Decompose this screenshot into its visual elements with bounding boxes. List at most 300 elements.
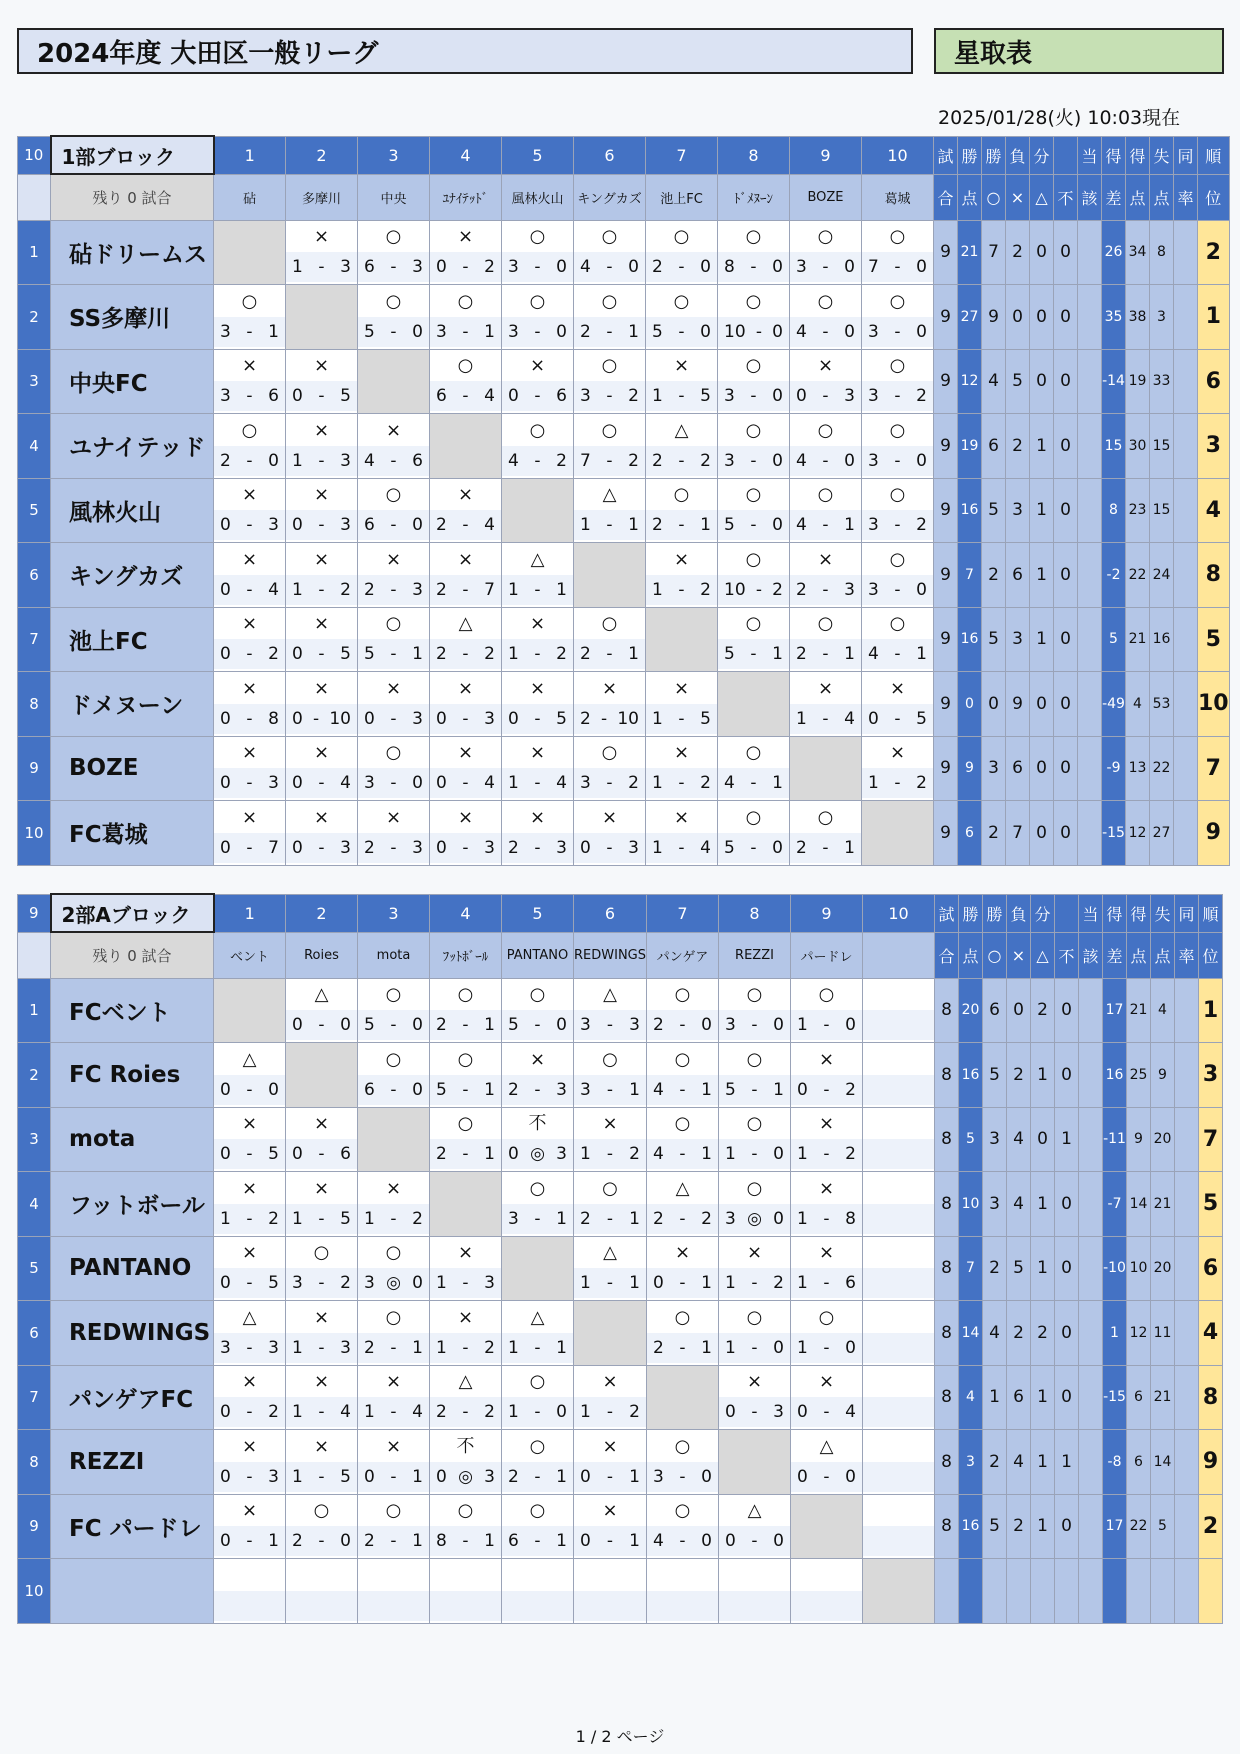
match-result-cell (718, 414, 790, 479)
score-for: 1 (580, 1402, 591, 1423)
score-against: 1 (556, 579, 567, 600)
match-result-cell (214, 349, 286, 414)
score-for: 5 (364, 321, 375, 342)
stat-cell: 26 (1102, 220, 1126, 285)
result-symbol: 不 (528, 1113, 547, 1135)
result-symbol (863, 1496, 934, 1526)
score-sep: - (823, 1273, 830, 1294)
score (574, 1075, 646, 1105)
opponent-short-name: キングカズ (574, 174, 646, 220)
score-for: 3 (580, 773, 591, 794)
score-for: 2 (652, 257, 663, 278)
result-symbol: ○ (529, 290, 546, 312)
score-for: 1 (292, 1337, 303, 1358)
score (862, 381, 933, 411)
stat-cell (1031, 1559, 1055, 1624)
stat-cell: 16 (958, 607, 982, 672)
score-sep: - (751, 1402, 758, 1423)
result-symbol: △ (674, 419, 689, 441)
result-symbol: △ (458, 1371, 473, 1393)
score-sep: - (823, 1466, 830, 1487)
score (286, 252, 357, 282)
stat-cell: 5 (1151, 1494, 1175, 1559)
score (862, 575, 933, 605)
result-symbol: ○ (745, 806, 762, 828)
score (430, 1139, 501, 1169)
stat-cell (1079, 1430, 1103, 1495)
result-symbol: ○ (746, 984, 763, 1006)
result-symbol: × (602, 1113, 618, 1135)
result-symbol: ○ (457, 984, 474, 1006)
score-against: 1 (412, 1531, 423, 1552)
score-against: 4 (845, 1402, 856, 1423)
result-symbol: × (241, 1371, 258, 1393)
stat-header: 失 (1150, 136, 1174, 174)
score (286, 833, 357, 863)
score-for: 3 (580, 1079, 591, 1100)
opponent-short-name: REDWINGS (574, 932, 647, 978)
match-result-cell (430, 1430, 502, 1495)
match-result-cell (790, 801, 862, 866)
score (430, 1462, 501, 1492)
score-for: 1 (580, 1144, 591, 1165)
score (430, 768, 501, 798)
score-sep: - (822, 708, 829, 729)
score-against: 0 (701, 1531, 712, 1552)
stat-cell: 0 (1055, 1494, 1079, 1559)
score-for: 2 (220, 450, 231, 471)
result-symbol: ○ (385, 742, 402, 764)
opponent-short-name: 風林火山 (502, 174, 574, 220)
result-symbol: ○ (889, 226, 906, 248)
match-result-cell (862, 672, 934, 737)
result-symbol: × (385, 806, 402, 828)
stat-cell: 21 (1151, 1172, 1175, 1237)
score-against: 3 (268, 515, 279, 536)
stat-cell (1127, 1559, 1151, 1624)
result-symbol: △ (675, 1177, 690, 1199)
score-against: 3 (412, 708, 423, 729)
score-for: 3 (868, 515, 879, 536)
column-number: 9 (790, 136, 862, 174)
stat-cell: 4 (1199, 1301, 1223, 1366)
score (718, 381, 789, 411)
score-sep: - (318, 386, 325, 407)
stat-cell: -15 (1102, 801, 1126, 866)
score-for: 1 (436, 1273, 447, 1294)
score-sep: - (606, 1531, 614, 1552)
stat-cell: 9 (934, 801, 958, 866)
score-sep: - (390, 321, 397, 342)
result-symbol: ○ (889, 548, 906, 570)
result-symbol: × (241, 677, 258, 699)
score-for: 3 (364, 1273, 375, 1294)
score (358, 1204, 429, 1234)
self-match-cell (286, 1043, 358, 1108)
score-for: 0 (653, 1273, 664, 1294)
match-result-cell (574, 1430, 647, 1495)
self-match-cell (862, 801, 934, 866)
stat-cell: 3 (983, 1172, 1007, 1237)
score (790, 381, 861, 411)
score-sep: - (534, 1466, 541, 1487)
score (214, 1204, 285, 1234)
score (646, 446, 717, 476)
score-for: 3 (220, 386, 231, 407)
result-symbol: ○ (385, 484, 402, 506)
opponent-short-name: ベント (214, 932, 286, 978)
score (214, 446, 285, 476)
score (214, 1333, 285, 1363)
score (502, 1075, 573, 1105)
team-name: FC葛城 (51, 801, 214, 866)
score-for: 1 (292, 579, 303, 600)
stat-cell: 1 (1031, 1236, 1055, 1301)
score-for: 2 (364, 579, 375, 600)
score-for: 2 (580, 321, 591, 342)
match-result-cell (502, 414, 574, 479)
score-for: 3 (868, 579, 879, 600)
stat-cell: 0 (1054, 543, 1078, 608)
score-for: 1 (725, 1144, 736, 1165)
score-for: 1 (436, 1337, 447, 1358)
score-for: 3 (292, 1273, 303, 1294)
score-against: 6 (845, 1273, 856, 1294)
stat-cell: 7 (1199, 1107, 1223, 1172)
score-against: 5 (268, 1144, 279, 1165)
result-symbol: × (817, 677, 834, 699)
team-name: BOZE (51, 736, 214, 801)
stat-header: 差 (1103, 932, 1127, 978)
match-result-cell (430, 478, 502, 543)
stat-cell: 6 (1006, 736, 1030, 801)
stat-cell: 0 (1054, 672, 1078, 737)
score-sep: - (246, 321, 253, 342)
result-symbol: ○ (674, 1113, 691, 1135)
result-symbol: × (529, 742, 546, 764)
match-result-cell (719, 1236, 791, 1301)
score (214, 317, 285, 347)
score (719, 1333, 790, 1363)
result-symbol: ○ (601, 355, 618, 377)
score-against: 2 (629, 1402, 640, 1423)
stat-cell (1174, 349, 1198, 414)
result-symbol: △ (603, 1242, 617, 1264)
score-for: 5 (364, 644, 375, 665)
stat-header: 同 (1175, 894, 1199, 932)
stat-cell: 9 (934, 736, 958, 801)
match-result-cell (647, 1107, 719, 1172)
score-against: 3 (484, 1466, 495, 1487)
result-symbol: × (313, 1435, 330, 1457)
stat-cell: 9 (934, 414, 958, 479)
match-result-cell (862, 349, 934, 414)
score (647, 1139, 718, 1169)
match-result-cell (574, 1494, 647, 1559)
stat-cell: 21 (1127, 978, 1151, 1043)
result-symbol: × (818, 1242, 835, 1264)
score-for: 4 (653, 1079, 664, 1100)
score (719, 1397, 790, 1427)
stat-header: 分 (1031, 894, 1055, 932)
match-result-cell (430, 736, 502, 801)
result-symbol: × (601, 677, 618, 699)
match-result-cell (574, 414, 646, 479)
score (502, 1139, 573, 1169)
match-result-cell (863, 1236, 935, 1301)
match-result-cell (430, 543, 502, 608)
stat-cell: 27 (958, 285, 982, 350)
stat-cell (1174, 478, 1198, 543)
score (862, 446, 933, 476)
match-result-cell (286, 349, 358, 414)
stat-cell: 9 (934, 543, 958, 608)
score-against: 1 (700, 515, 711, 536)
score (718, 833, 789, 863)
score (718, 575, 789, 605)
score-for: 0 (220, 644, 231, 665)
result-symbol: × (746, 1242, 763, 1264)
stat-cell: 9 (1006, 672, 1030, 737)
score (646, 704, 717, 734)
stat-header: ○ (982, 174, 1006, 220)
match-result-cell (214, 478, 286, 543)
team-name: REDWINGS (51, 1301, 214, 1366)
score-against: 0 (340, 1015, 351, 1036)
self-match-cell (502, 478, 574, 543)
score-sep: - (462, 1402, 469, 1423)
result-symbol: ○ (385, 984, 402, 1006)
stat-cell: 2 (1199, 1494, 1223, 1559)
score (718, 252, 789, 282)
row-number: 4 (18, 1172, 51, 1237)
result-symbol: △ (602, 484, 617, 506)
stat-cell: 1 (1030, 543, 1054, 608)
score-sep: - (606, 1015, 614, 1036)
match-result-cell (358, 978, 430, 1043)
score-against: 1 (484, 1079, 495, 1100)
score-against: 0 (701, 1015, 712, 1036)
self-match-cell (214, 220, 286, 285)
score-for: 2 (508, 1079, 519, 1100)
stat-cell (1079, 1107, 1103, 1172)
score-for: 1 (797, 1337, 808, 1358)
score-for: 0 (436, 773, 447, 794)
stat-cell (1078, 801, 1102, 866)
league-table-block-1 (17, 135, 1230, 866)
match-result-cell (430, 285, 502, 350)
stat-cell: -14 (1102, 349, 1126, 414)
stat-cell: 21 (958, 220, 982, 285)
score-for: 1 (292, 257, 303, 278)
score-sep: - (894, 450, 901, 471)
result-symbol: ○ (529, 419, 546, 441)
match-result-cell (286, 478, 358, 543)
match-result-cell (863, 1301, 935, 1366)
match-result-cell (791, 1430, 863, 1495)
score-against: 4 (412, 1402, 423, 1423)
score (719, 1010, 790, 1040)
score-against: 0 (412, 1079, 423, 1100)
stat-cell: 15 (1102, 414, 1126, 479)
score (863, 1204, 934, 1234)
score (286, 1010, 357, 1040)
match-result-cell (358, 736, 430, 801)
stat-cell (959, 1559, 983, 1624)
stat-cell: 3 (959, 1430, 983, 1495)
score-sep: - (318, 1337, 325, 1358)
score-against: 0 (772, 257, 783, 278)
match-result-cell (286, 1494, 358, 1559)
stat-cell: 16 (1150, 607, 1174, 672)
league-table-block-2 (17, 893, 1223, 1624)
team-name: FC パードレ (51, 1494, 214, 1559)
score-for: 3 (724, 386, 735, 407)
score (574, 704, 645, 734)
stat-cell (935, 1559, 959, 1624)
score-for: 0 (292, 1015, 303, 1036)
score (863, 1075, 934, 1105)
score (286, 1591, 357, 1621)
stat-cell: 38 (1126, 285, 1150, 350)
score-for: 2 (436, 579, 447, 600)
result-symbol: ○ (241, 290, 258, 312)
score (574, 252, 645, 282)
score (430, 1397, 501, 1427)
score-against: 1 (844, 515, 855, 536)
score-against: 1 (484, 1015, 495, 1036)
stat-cell: -2 (1102, 543, 1126, 608)
stat-cell: 10 (1198, 672, 1230, 737)
result-symbol: ○ (674, 1435, 691, 1457)
stat-cell: 6 (1199, 1236, 1223, 1301)
match-result-cell (647, 1559, 719, 1624)
match-result-cell (574, 1236, 647, 1301)
match-result-cell (574, 801, 646, 866)
match-result-cell (574, 607, 646, 672)
score-against: 0 (845, 1015, 856, 1036)
match-result-cell (358, 1430, 430, 1495)
stat-cell: 1 (1031, 1043, 1055, 1108)
result-symbol: ○ (529, 1177, 546, 1199)
score-for: 10 (724, 321, 746, 342)
result-symbol: × (457, 677, 474, 699)
score-against: 3 (268, 1337, 279, 1358)
score-sep: - (750, 450, 757, 471)
result-symbol: × (241, 613, 258, 635)
self-match-cell (574, 1301, 647, 1366)
match-result-cell (214, 607, 286, 672)
score (430, 252, 501, 282)
score-against: 0 (701, 1466, 712, 1487)
result-symbol: ○ (745, 548, 762, 570)
self-match-cell (430, 1172, 502, 1237)
score-sep: - (318, 1531, 325, 1552)
score-sep: - (462, 837, 469, 858)
stat-cell (1174, 736, 1198, 801)
result-symbol: × (673, 355, 690, 377)
match-result-cell (430, 1301, 502, 1366)
stat-cell (1079, 1559, 1103, 1624)
stat-cell: 1 (1055, 1107, 1079, 1172)
result-symbol: ○ (745, 613, 762, 635)
score (358, 1397, 429, 1427)
result-symbol: ○ (746, 1048, 763, 1070)
score (430, 639, 501, 669)
score-for: 0 (292, 515, 303, 536)
stat-cell: 14 (1127, 1172, 1151, 1237)
result-symbol (430, 1561, 501, 1591)
row-number: 3 (18, 1107, 51, 1172)
stat-cell: 20 (1151, 1107, 1175, 1172)
result-symbol: ○ (529, 226, 546, 248)
score (358, 252, 429, 282)
stat-cell (1175, 1301, 1199, 1366)
score (502, 704, 573, 734)
score-against: 0 (556, 257, 567, 278)
match-result-cell (502, 349, 574, 414)
stat-cell: 4 (1151, 978, 1175, 1043)
self-match-cell (646, 607, 718, 672)
score (574, 1591, 646, 1621)
score (430, 1010, 501, 1040)
match-result-cell (574, 978, 647, 1043)
result-symbol: ○ (601, 290, 618, 312)
score-against: 0 (916, 321, 927, 342)
score-sep: - (246, 515, 253, 536)
score-against: 0 (844, 450, 855, 471)
score-against: 1 (412, 1466, 423, 1487)
score-against: 1 (556, 1531, 567, 1552)
column-number: 2 (286, 136, 358, 174)
stat-cell: 6 (1007, 1365, 1031, 1430)
self-match-cell (430, 414, 502, 479)
score (430, 704, 501, 734)
stat-cell: 0 (1054, 607, 1078, 672)
stat-cell: 19 (1126, 349, 1150, 414)
score-against: 0 (773, 1144, 784, 1165)
match-result-cell (286, 607, 358, 672)
row-number: 4 (18, 414, 51, 479)
score-against: 0 (773, 1531, 784, 1552)
score-against: 0 (773, 1208, 784, 1229)
score-for: 3 (868, 321, 879, 342)
score-against: 0 (772, 386, 783, 407)
score-sep: - (318, 1015, 325, 1036)
result-symbol: ○ (673, 484, 690, 506)
score-against: 2 (412, 1208, 423, 1229)
score (430, 1591, 501, 1621)
score-against: 8 (268, 708, 279, 729)
stat-cell: 0 (1054, 349, 1078, 414)
score-for: 1 (652, 386, 663, 407)
row-number: 7 (18, 1365, 51, 1430)
score-sep: - (246, 1402, 253, 1423)
match-result-cell (430, 1107, 502, 1172)
stat-cell (1175, 1172, 1199, 1237)
score-sep: - (606, 773, 613, 794)
match-result-cell (719, 1301, 791, 1366)
score-sep: - (823, 1015, 830, 1036)
match-result-cell (430, 607, 502, 672)
stat-cell: 9 (1199, 1430, 1223, 1495)
score-against: 3 (629, 1015, 640, 1036)
result-symbol: ○ (674, 984, 691, 1006)
match-result-cell (502, 220, 574, 285)
score (646, 768, 717, 798)
score-against: 1 (916, 644, 927, 665)
score-for: 2 (364, 837, 375, 858)
